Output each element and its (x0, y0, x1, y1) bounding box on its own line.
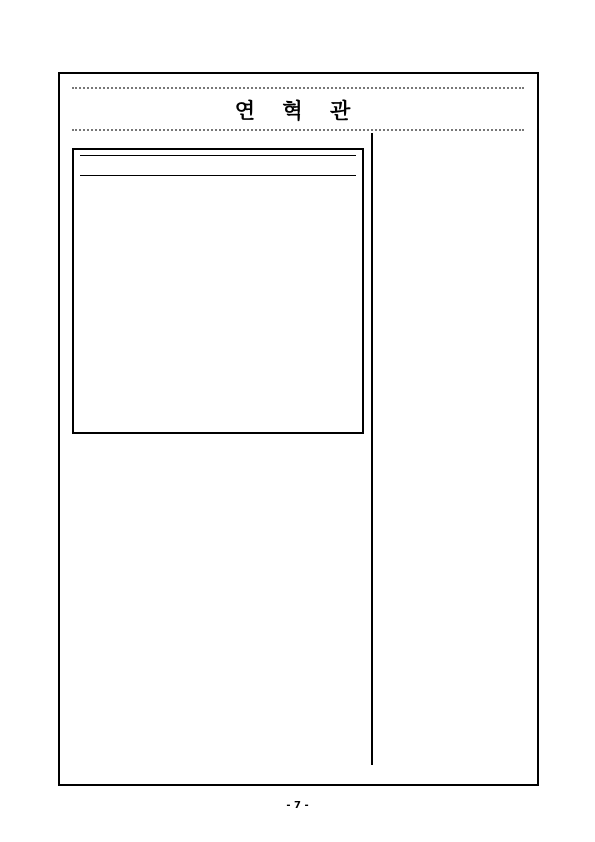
page-number: - 7 - (286, 800, 309, 811)
page-title: 연 혁 관 (234, 99, 361, 123)
column-divider (371, 133, 373, 765)
contents-heading-rule (80, 175, 356, 176)
title-top-dotted-rule (72, 87, 524, 89)
title-bottom-dotted-rule (72, 129, 524, 131)
contents-box (72, 148, 364, 434)
contents-box-top-rule (80, 155, 356, 156)
